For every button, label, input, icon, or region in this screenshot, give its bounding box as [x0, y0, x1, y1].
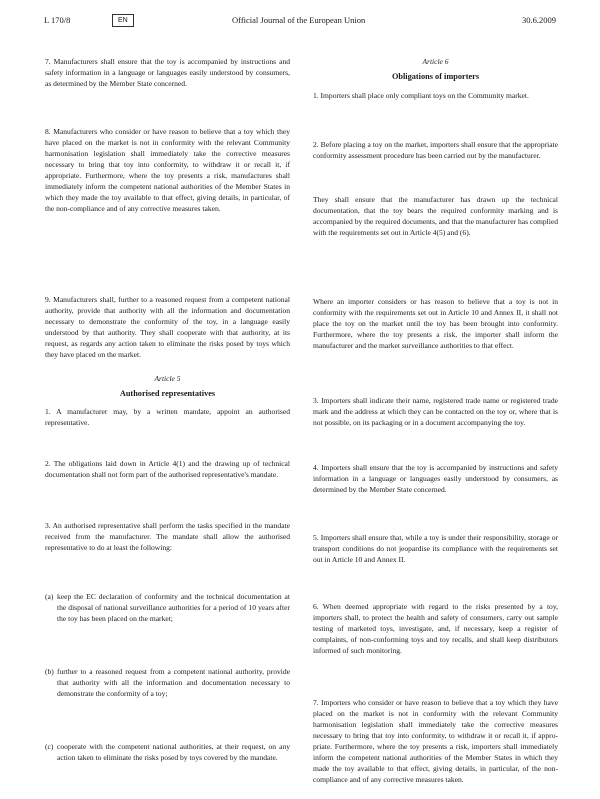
page-header: [44, 14, 556, 30]
article-5-number: Article 5: [154, 374, 181, 383]
paragraph-8: 8. Manufacturers who consider or have reason to believe that a toy which they have placed on the market is not in conformity with the relevant Community harmonisation legislation shall immediately take the corrective measures necessary to bring that toy into conformity, to withdraw it or recall it, if appropriate. Furthermore, where the toy presents a risk, manufactures shall immediately inform the competent national authorities of the Member States in which they made the toy available to that effect, giving details, in particular, of the non-compliance and of any corrective measures taken.: [45, 127, 290, 214]
article-6-paragraph-5: 5. Importers shall ensure that, while a toy is under their responsibility, storage or transport conditions do not jeopardise its compliance with the requirements set out in Article 10 and Annex II.: [313, 533, 558, 565]
article-6-paragraph-1: 1. Importers shall place only compliant toys on the Community market.: [313, 91, 529, 100]
publication-date: 30.6.2009: [522, 15, 556, 25]
article-6-paragraph-2-continued: They shall ensure that the manufacturer has drawn up the technical documentation, that the toy bears the required conformity marking and is accompanied by the required documents, and that the manufacturer has complied with the requirements set out in Article 4(5) and (6).: [313, 195, 558, 238]
paragraph-7: 7. Manufacturers shall ensure that the toy is accompanied by instructions and safety information in a language or languages easily understood by consumers, as determined by the Member State concerned.: [45, 57, 290, 89]
journal-title: Official Journal of the European Union: [232, 15, 366, 25]
paragraph-9: 9. Manufacturers shall, further to a reasoned request from a competent national authority, provide that authority with all the information and documentation necessary to demonstrate the conformity of the toy, in a language easily understood by that authority. They shall cooperate with that authority, at its request, as regards any action taken to eliminate the risks posed by toys which they have placed on the market.: [45, 295, 290, 360]
article-5-title: Authorised representatives: [119, 389, 216, 398]
list-item-c-text: cooperate with the competent national authorities, at their request, on any action taken to eliminate the risks posed by toys covered by the mandate.: [57, 742, 290, 763]
article-6-paragraph-4: 4. Importers shall ensure that the toy is accompanied by instructions and safety information in a language or languages easily understood by consumers, as determined by the Member State concerned.: [313, 463, 558, 495]
list-item-a: [45, 591, 290, 624]
article-6-title: Obligations of importers: [391, 72, 480, 81]
list-item-b: [45, 666, 290, 699]
list-item-b-text: further to a reasoned request from a competent national authority, provide that authority with all the information and documentation necessary to demonstrate the conformity of a toy;: [57, 667, 290, 699]
article-6-paragraph-7: 7. Importers who consider or have reason to believe that a toy which they have placed on the market is not in conformity with the relevant Community harmonisation legislation shall immediately take the corrective measures necessary to bring that toy into conformity, to withdraw it or recall it, if appropriate. Furthermore, where the toy presents a risk, importers shall immediately inform the competent national authorities of the Member States in which they made the toy available to that effect, giving details, in particular, of the non-compliance and of any corrective measures taken.: [313, 698, 558, 785]
language-badge: EN: [112, 14, 134, 27]
article-6-paragraph-2: 2. Before placing a toy on the market, importers shall ensure that the appropriate conformity assessment procedure has been carried out by the manufacturer.: [313, 140, 558, 161]
right-column: [313, 38, 558, 788]
article-6-number: Article 6: [422, 57, 449, 66]
list-item-a-label: (a): [45, 592, 54, 601]
article-6-paragraph-6: 6. When deemed appropriate with regard to the risks presented by a toy, importers shall, to protect the health and safety of consumers, carry out sample testing of marketed toys, investigate, and, if necessary, keep a register of complaints, of non-conforming toys and toy recalls, and shall keep distributors informed of such monitoring.: [313, 602, 558, 656]
list-item-c: [45, 741, 290, 763]
list-item-c-label: (c): [45, 742, 54, 751]
left-column: [45, 38, 290, 788]
article-5-paragraph-1: 1. A manufacturer may, by a written mandate, appoint an authorised representative.: [45, 407, 290, 428]
list-item-a-text: keep the EC declaration of conformity and the technical documentation at the disposal of national surveillance authorities for a period of 10 years after the toy has been placed on the market;: [57, 592, 290, 624]
page-reference: L 170/8: [44, 15, 71, 25]
article-5-paragraph-3: 3. An authorised representative shall perform the tasks specified in the mandate received from the manufacturer. The mandate shall allow the authorised representative to do at least the following:: [45, 521, 290, 553]
list-item-b-label: (b): [45, 667, 54, 676]
article-5-paragraph-2: 2. The obligations laid down in Article 4(1) and the drawing up of technical documentation shall not form part of the authorised representative's mandate.: [45, 459, 290, 480]
article-6-paragraph-2-final: Where an importer considers or has reason to believe that a toy is not in conformity with the requirements set out in Article 10 and Annex II, it shall not place the toy on the market until the toy has been brought into conformity. Furthermore, where the toy presents a risk, the importer shall inform the manufacturer and the market surveillance authorities to that effect.: [313, 297, 558, 351]
article-6-paragraph-3: 3. Importers shall indicate their name, registered trade name or registered trade mark and the address at which they can be contacted on the toy or, where that is not possible, on its packaging or in a document accompanying the toy.: [313, 396, 558, 428]
